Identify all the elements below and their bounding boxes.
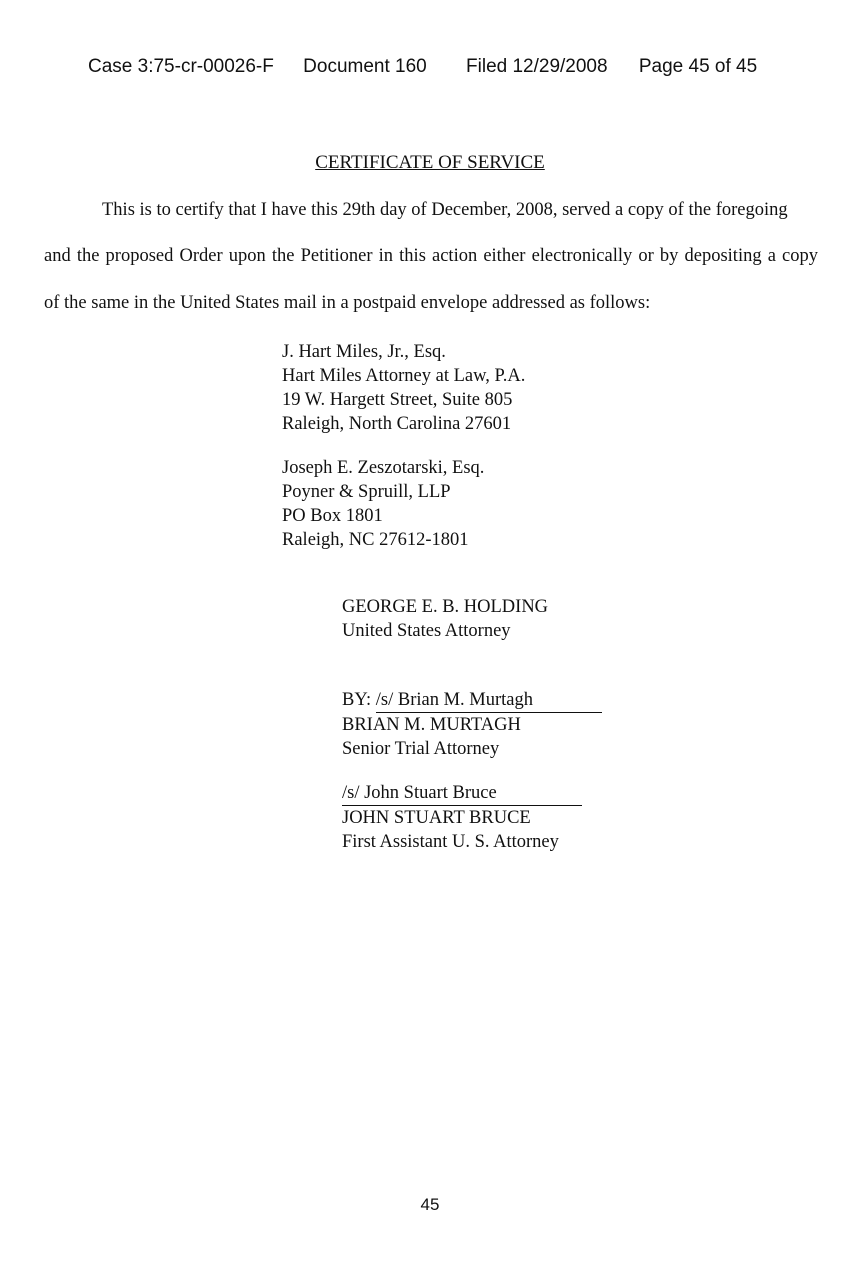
- body-line-1: This is to certify that I have this 29th day of December, 2008, served a copy of the foregoing: [102, 200, 788, 220]
- document-number: Document 160: [303, 56, 427, 77]
- address-line: J. Hart Miles, Jr., Esq.: [282, 342, 446, 362]
- murtagh-signature: /s/ Brian M. Murtagh: [376, 688, 602, 713]
- body-line-3: of the same in the United States mail in a postpaid envelope addressed as follows:: [44, 293, 651, 313]
- address-line: Poyner & Spruill, LLP: [282, 482, 451, 502]
- us-attorney-title: United States Attorney: [342, 621, 511, 641]
- address-line: Raleigh, NC 27612-1801: [282, 530, 469, 550]
- case-header: [88, 56, 757, 78]
- address-line: Hart Miles Attorney at Law, P.A.: [282, 366, 526, 386]
- bruce-signature: /s/ John Stuart Bruce: [342, 781, 582, 806]
- address-block-miles: [282, 340, 525, 436]
- page-number: 45: [420, 1195, 440, 1214]
- us-attorney-name: GEORGE E. B. HOLDING: [342, 597, 549, 617]
- us-attorney-block: [342, 595, 548, 643]
- bruce-title: First Assistant U. S. Attorney: [342, 832, 559, 852]
- page-indicator: Page 45 of 45: [638, 56, 758, 77]
- filed-date: Filed 12/29/2008: [466, 56, 608, 77]
- murtagh-signature-block: [342, 688, 607, 761]
- address-line: Joseph E. Zeszotarski, Esq.: [282, 458, 485, 478]
- bruce-signature-block: [342, 781, 582, 854]
- address-line: Raleigh, North Carolina 27601: [282, 414, 512, 434]
- by-signature-line: [342, 688, 607, 713]
- address-line: 19 W. Hargett Street, Suite 805: [282, 390, 513, 410]
- address-line: PO Box 1801: [282, 506, 383, 526]
- address-block-zeszotarski: [282, 456, 484, 552]
- murtagh-name: BRIAN M. MURTAGH: [342, 715, 521, 735]
- bruce-name: JOHN STUART BRUCE: [342, 808, 531, 828]
- certificate-title: CERTIFICATE OF SERVICE: [315, 152, 545, 173]
- case-number: Case 3:75-cr-00026-F: [88, 56, 274, 77]
- by-prefix: BY:: [342, 690, 376, 710]
- body-line-2: and the proposed Order upon the Petitioner in this action either electronically or by depositing a copy: [44, 246, 818, 266]
- murtagh-title: Senior Trial Attorney: [342, 739, 500, 759]
